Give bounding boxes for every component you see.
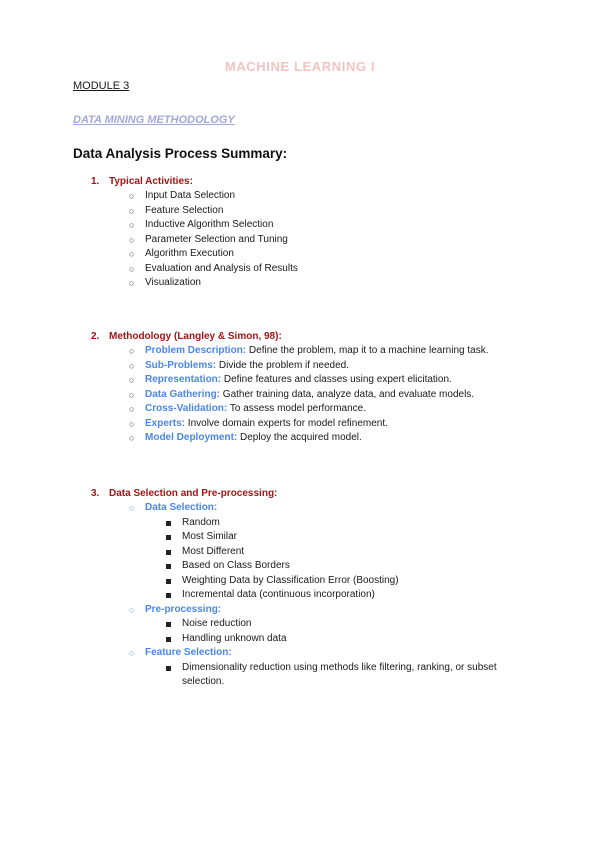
item-text: Parameter Selection and Tuning: [145, 233, 288, 245]
square-bullet-icon: [166, 550, 171, 555]
circle-bullet-icon: ○: [129, 503, 135, 513]
list-item: [91, 189, 298, 204]
group-title: Feature Selection:: [145, 647, 232, 658]
item-text: Gather training data, analyze data, and evaluate models.: [220, 388, 475, 400]
list-item: [91, 359, 489, 374]
circle-bullet-icon: ○: [129, 418, 135, 429]
list-item: [91, 247, 298, 262]
list-item: [91, 218, 298, 233]
list-item: [91, 574, 512, 589]
item-text: Weighting Data by Classification Error (Boosting): [182, 574, 399, 586]
list-item: [91, 431, 489, 446]
circle-bullet-icon: ○: [129, 263, 135, 274]
list-item: [91, 617, 512, 632]
square-bullet-icon: [166, 637, 171, 642]
section-title: Typical Activities:: [109, 176, 193, 187]
section-methodology: [91, 329, 489, 446]
item-term: Cross-Validation:: [145, 403, 228, 414]
item-text: Visualization: [145, 277, 201, 288]
item-text: Dimensionality reduction using methods like filtering, ranking, or subset selection.: [182, 661, 497, 687]
item-text: Input Data Selection: [145, 190, 236, 201]
item-text: Feature Selection: [145, 204, 224, 216]
list-item: [91, 545, 512, 560]
item-term: Experts:: [145, 417, 186, 429]
item-term: Model Deployment:: [145, 432, 238, 443]
circle-bullet-icon: ○: [129, 375, 135, 385]
group-heading: [91, 603, 512, 618]
item-text: Based on Class Borders: [182, 560, 290, 571]
item-text: Evaluation and Analysis of Results: [145, 262, 298, 274]
section-number: 3.: [91, 488, 100, 499]
circle-bullet-icon: ○: [129, 191, 135, 201]
section-title: Methodology (Langley & Simon, 98):: [109, 331, 282, 342]
summary-heading: Data Analysis Process Summary:: [73, 146, 288, 161]
circle-bullet-icon: ○: [129, 205, 135, 216]
square-bullet-icon: [166, 535, 171, 540]
circle-bullet-icon: ○: [129, 648, 135, 658]
list-item: [91, 373, 489, 388]
circle-bullet-icon: ○: [129, 249, 135, 259]
square-bullet-icon: [166, 622, 171, 627]
circle-bullet-icon: ○: [129, 278, 135, 288]
circle-bullet-icon: ○: [129, 346, 135, 356]
circle-bullet-icon: ○: [129, 404, 135, 414]
item-text: Incremental data (continuous incorporation): [182, 589, 375, 600]
group-title: Pre-processing:: [145, 603, 222, 615]
list-item: [91, 559, 512, 574]
document-title: MACHINE LEARNING I: [224, 59, 376, 74]
section-heading: [91, 174, 298, 189]
list-item: [91, 632, 512, 647]
circle-bullet-icon: ○: [129, 389, 135, 400]
section-title: Data Selection and Pre-processing:: [109, 488, 278, 499]
item-text: Deploy the acquired model.: [237, 432, 362, 443]
item-text: Inductive Algorithm Selection: [145, 219, 274, 230]
list-item: [91, 233, 298, 248]
item-text: Divide the problem if needed.: [216, 359, 349, 371]
list-item: [91, 516, 512, 531]
item-text: Most Similar: [182, 531, 238, 542]
item-text: Noise reduction: [182, 618, 252, 629]
section-heading: [91, 329, 489, 344]
section-heading: [91, 486, 512, 501]
section-number: 2.: [91, 331, 100, 342]
item-text: Define features and classes using expert elicitation.: [221, 374, 452, 385]
circle-bullet-icon: ○: [129, 360, 135, 371]
list-item: [91, 530, 512, 545]
item-term: Problem Description:: [145, 345, 247, 356]
item-text: Most Different: [182, 545, 245, 557]
list-item: [91, 417, 489, 432]
circle-bullet-icon: ○: [129, 604, 135, 615]
item-term: Sub-Problems:: [145, 359, 217, 371]
section-typical-activities: [91, 174, 298, 291]
circle-bullet-icon: ○: [129, 220, 135, 230]
item-text: To assess model performance.: [227, 403, 367, 414]
list-item: [91, 204, 298, 219]
item-text: Random: [182, 516, 220, 528]
square-bullet-icon: [166, 593, 171, 598]
list-item: [91, 344, 489, 359]
circle-bullet-icon: ○: [129, 234, 135, 245]
item-text: Define the problem, map it to a machine learning task.: [246, 345, 489, 356]
item-term: Representation:: [145, 374, 222, 385]
list-item: [91, 588, 512, 603]
group-heading: [91, 646, 512, 661]
item-term: Data Gathering:: [145, 388, 221, 400]
circle-bullet-icon: ○: [129, 433, 135, 443]
list-item: [91, 402, 489, 417]
list-item: [91, 262, 298, 277]
item-text: Involve domain experts for model refinement.: [185, 417, 388, 429]
section-number: 1.: [91, 176, 100, 187]
group-title: Data Selection:: [145, 502, 218, 513]
list-item: [91, 276, 298, 291]
group-heading: [91, 501, 512, 516]
section-data-selection: [91, 486, 512, 690]
square-bullet-icon: [166, 521, 171, 526]
document-subtitle: DATA MINING METHODOLOGY: [73, 114, 235, 126]
square-bullet-icon: [166, 579, 171, 584]
square-bullet-icon: [166, 666, 171, 671]
item-text: Handling unknown data: [182, 632, 287, 644]
list-item: [91, 388, 489, 403]
module-label: MODULE 3: [73, 80, 130, 92]
square-bullet-icon: [166, 564, 171, 569]
item-text: Algorithm Execution: [145, 248, 234, 259]
list-item: [91, 661, 512, 690]
